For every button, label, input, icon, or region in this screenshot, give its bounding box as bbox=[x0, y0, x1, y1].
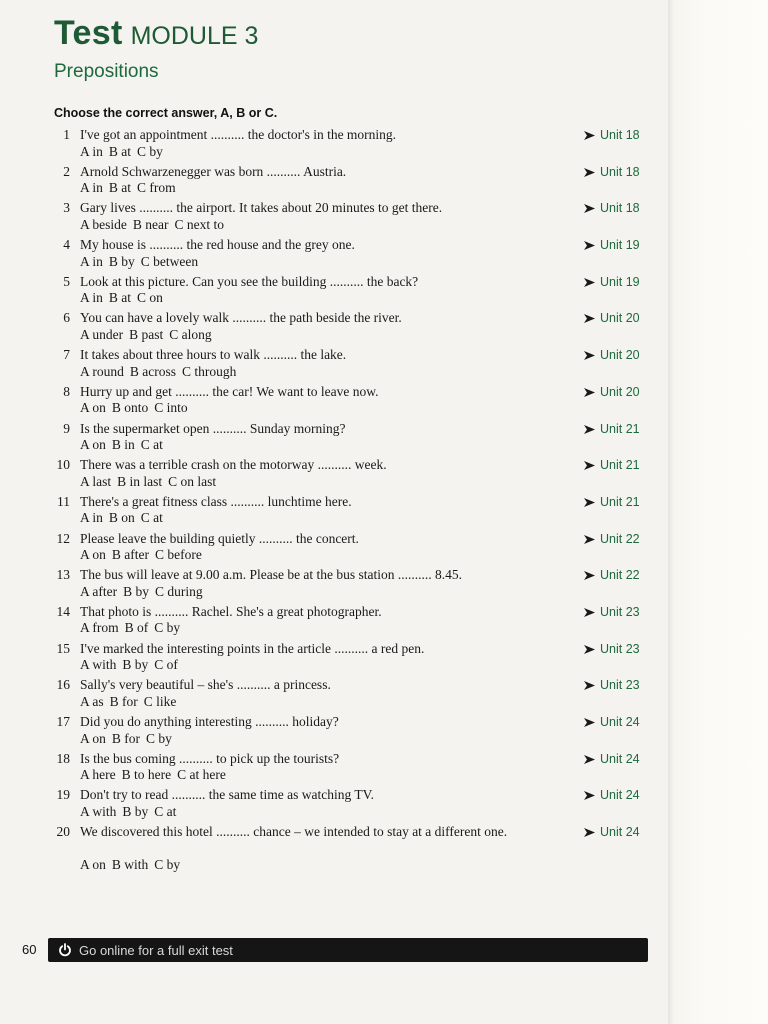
answer-option: C before bbox=[155, 547, 202, 563]
question-item bbox=[0, 200, 768, 237]
answer-option: B near bbox=[132, 216, 169, 232]
unit-label: Unit 22 bbox=[600, 531, 640, 546]
answer-option: A with bbox=[80, 803, 117, 819]
answer-option: C from bbox=[137, 180, 176, 196]
question-item bbox=[0, 641, 768, 678]
answer-option: B past bbox=[129, 326, 164, 342]
answer-option: B for bbox=[109, 693, 138, 709]
answer-options bbox=[80, 254, 204, 271]
unit-reference bbox=[584, 641, 640, 658]
question-item bbox=[0, 604, 768, 641]
arrow-right-icon bbox=[584, 535, 595, 544]
arrow-right-icon bbox=[584, 278, 595, 287]
question-item bbox=[0, 310, 768, 347]
question-text: Is the supermarket open .......... Sunday morning? bbox=[80, 420, 346, 436]
question-number: 16 bbox=[56, 677, 70, 693]
question-number: 19 bbox=[56, 787, 70, 803]
unit-reference bbox=[584, 237, 640, 254]
unit-label: Unit 23 bbox=[600, 604, 640, 619]
unit-label: Unit 21 bbox=[600, 458, 640, 473]
arrow-right-icon bbox=[584, 718, 595, 727]
answer-option: B by bbox=[122, 803, 149, 819]
answer-option: B after bbox=[111, 547, 149, 563]
question-number: 15 bbox=[56, 640, 70, 656]
answer-option: B by bbox=[123, 583, 149, 599]
question-text: It takes about three hours to walk .......... the lake. bbox=[80, 347, 347, 363]
answer-options bbox=[80, 804, 182, 821]
unit-label: Unit 18 bbox=[600, 128, 640, 142]
question-text: The bus will leave at 9.00 a.m. Please be at the bus station .......... 8.45. bbox=[80, 567, 463, 583]
question-text: Gary lives .......... the airport. It takes about 20 minutes to get there. bbox=[80, 200, 443, 216]
answer-option: C at bbox=[154, 803, 177, 819]
question-item bbox=[0, 384, 768, 421]
answer-option: B across bbox=[129, 363, 176, 379]
unit-label: Unit 20 bbox=[600, 311, 640, 326]
answer-option: A with bbox=[80, 657, 117, 673]
unit-reference bbox=[584, 457, 640, 474]
answer-option: B at bbox=[108, 143, 132, 159]
question-number: 8 bbox=[63, 383, 70, 399]
answer-option: A on bbox=[80, 730, 106, 746]
answer-options bbox=[80, 144, 169, 161]
arrow-right-icon bbox=[584, 168, 595, 177]
unit-reference bbox=[584, 127, 640, 144]
question-item bbox=[0, 824, 768, 876]
unit-reference bbox=[584, 714, 640, 731]
unit-label: Unit 24 bbox=[600, 825, 640, 840]
question-item bbox=[0, 164, 768, 201]
question-number: 4 bbox=[63, 237, 70, 253]
unit-reference bbox=[584, 274, 640, 291]
answer-options bbox=[80, 474, 222, 491]
arrow-right-icon bbox=[584, 498, 595, 507]
question-item bbox=[0, 531, 768, 568]
unit-reference bbox=[584, 384, 640, 401]
answer-option: A after bbox=[80, 583, 118, 599]
question-text: That photo is .......... Rachel. She's a great photographer. bbox=[80, 603, 382, 619]
answer-option: A in bbox=[80, 180, 103, 196]
answer-option: C along bbox=[169, 326, 212, 342]
answer-option: B with bbox=[111, 857, 149, 873]
unit-label: Unit 21 bbox=[600, 421, 640, 436]
answer-option: B by bbox=[122, 657, 149, 673]
answer-option: A in bbox=[80, 510, 103, 526]
unit-reference bbox=[584, 310, 640, 327]
answer-options bbox=[80, 327, 218, 344]
question-number: 1 bbox=[63, 127, 70, 142]
answer-options bbox=[80, 694, 182, 711]
unit-reference bbox=[584, 164, 640, 181]
question-list bbox=[0, 127, 768, 876]
page-subtitle: Prepositions bbox=[54, 61, 159, 82]
question-number: 2 bbox=[63, 163, 70, 179]
question-text: There's a great fitness class .......... lunchtime here. bbox=[80, 493, 352, 509]
question-number: 10 bbox=[56, 457, 70, 473]
answer-options bbox=[80, 620, 186, 637]
answer-option: B by bbox=[108, 253, 135, 269]
answer-option: B in bbox=[111, 437, 135, 452]
answer-option: C of bbox=[154, 657, 178, 673]
arrow-right-icon bbox=[584, 461, 595, 470]
answer-option: B of bbox=[124, 620, 149, 636]
answer-option: B to here bbox=[121, 767, 172, 783]
unit-reference bbox=[584, 604, 640, 621]
answer-option: A from bbox=[80, 620, 119, 636]
question-text: Don't try to read .......... the same time as watching TV. bbox=[80, 787, 375, 803]
title-test-label: Test bbox=[54, 14, 123, 52]
unit-label: Unit 19 bbox=[600, 274, 640, 289]
unit-reference bbox=[584, 824, 640, 841]
question-text: Hurry up and get .......... the car! We want to leave now. bbox=[80, 383, 379, 399]
online-exit-test-text: Go online for a full exit test bbox=[79, 942, 233, 958]
answer-option: C on last bbox=[168, 473, 217, 489]
arrow-right-icon bbox=[584, 608, 595, 617]
unit-label: Unit 22 bbox=[600, 568, 640, 583]
unit-reference bbox=[584, 494, 640, 511]
question-number: 11 bbox=[57, 493, 70, 509]
question-text: Sally's very beautiful – she's .......... a princess. bbox=[80, 677, 331, 693]
answer-option: C into bbox=[154, 400, 188, 416]
arrow-right-icon bbox=[584, 828, 595, 837]
answer-options bbox=[80, 731, 178, 748]
answer-option: B on bbox=[108, 510, 135, 526]
unit-label: Unit 20 bbox=[600, 384, 640, 399]
unit-label: Unit 19 bbox=[600, 238, 640, 253]
answer-option: C by bbox=[154, 620, 181, 636]
question-item bbox=[0, 494, 768, 531]
answer-options bbox=[80, 290, 169, 307]
arrow-right-icon bbox=[584, 425, 595, 434]
arrow-right-icon bbox=[584, 681, 595, 690]
unit-reference bbox=[584, 200, 640, 217]
question-number: 20 bbox=[56, 824, 70, 840]
answer-options bbox=[80, 437, 169, 454]
answer-option: A in bbox=[80, 290, 103, 306]
answer-option: C on bbox=[137, 290, 163, 306]
answer-options bbox=[80, 857, 186, 874]
question-item bbox=[0, 127, 768, 164]
question-number: 17 bbox=[56, 714, 70, 729]
question-item bbox=[0, 751, 768, 788]
page-title bbox=[54, 14, 258, 53]
question-text: Please leave the building quietly .......... the concert. bbox=[80, 530, 359, 546]
arrow-right-icon bbox=[584, 388, 595, 397]
question-number: 6 bbox=[63, 310, 70, 326]
arrow-right-icon bbox=[584, 351, 595, 360]
answer-options bbox=[80, 584, 209, 601]
question-number: 3 bbox=[63, 200, 70, 216]
unit-label: Unit 23 bbox=[600, 678, 640, 693]
answer-option: A here bbox=[80, 767, 116, 783]
arrow-right-icon bbox=[584, 314, 595, 323]
arrow-right-icon bbox=[584, 645, 595, 654]
unit-label: Unit 24 bbox=[600, 715, 640, 729]
unit-reference bbox=[584, 567, 640, 584]
unit-reference bbox=[584, 421, 640, 438]
question-text: You can have a lovely walk .......... the path beside the river. bbox=[80, 310, 402, 326]
question-number: 14 bbox=[56, 603, 70, 619]
arrow-right-icon bbox=[584, 791, 595, 800]
answer-option: C like bbox=[143, 693, 177, 709]
unit-reference bbox=[584, 677, 640, 694]
page-number: 60 bbox=[22, 942, 37, 957]
answer-option: B in last bbox=[117, 473, 163, 489]
answer-option: C at here bbox=[177, 767, 226, 783]
arrow-right-icon bbox=[584, 131, 595, 140]
answer-option: C at bbox=[140, 437, 163, 452]
answer-option: C through bbox=[182, 363, 237, 379]
unit-label: Unit 18 bbox=[600, 164, 640, 179]
question-text: We discovered this hotel .......... chance – we intended to stay at a different one. bbox=[80, 824, 508, 840]
answer-options bbox=[80, 510, 169, 527]
answer-options bbox=[80, 400, 194, 417]
answer-option: B onto bbox=[111, 400, 149, 416]
unit-label: Unit 20 bbox=[600, 348, 640, 363]
power-icon bbox=[58, 943, 72, 957]
arrow-right-icon bbox=[584, 241, 595, 250]
unit-reference bbox=[584, 751, 640, 768]
question-number: 9 bbox=[63, 420, 70, 436]
unit-reference bbox=[584, 531, 640, 548]
unit-label: Unit 18 bbox=[600, 201, 640, 216]
answer-option: B for bbox=[111, 730, 141, 746]
arrow-right-icon bbox=[584, 755, 595, 764]
answer-option: C during bbox=[155, 583, 203, 599]
answer-options bbox=[80, 547, 208, 564]
answer-option: A beside bbox=[80, 216, 127, 232]
instructions: Choose the correct answer, A, B or C. bbox=[54, 106, 278, 120]
answer-options bbox=[80, 657, 184, 674]
answer-option: A under bbox=[80, 326, 124, 342]
answer-options bbox=[80, 180, 182, 197]
question-text: I've marked the interesting points in the article .......... a red pen. bbox=[80, 640, 425, 656]
answer-option: C between bbox=[140, 253, 199, 269]
question-number: 7 bbox=[63, 347, 70, 363]
unit-label: Unit 24 bbox=[600, 751, 640, 766]
answer-option: A as bbox=[80, 693, 104, 709]
answer-option: A on bbox=[80, 547, 106, 563]
question-text: Is the bus coming .......... to pick up the tourists? bbox=[80, 750, 340, 766]
question-text: Arnold Schwarzenegger was born .......... Austria. bbox=[80, 163, 347, 179]
answer-option: A on bbox=[80, 857, 106, 873]
answer-options bbox=[80, 364, 242, 381]
answer-option: A on bbox=[80, 437, 106, 452]
answer-option: A in bbox=[80, 143, 103, 159]
unit-label: Unit 23 bbox=[600, 641, 640, 656]
online-exit-test-banner[interactable] bbox=[48, 938, 648, 962]
question-text: Look at this picture. Can you see the building .......... the back? bbox=[80, 273, 419, 289]
title-module-label: MODULE 3 bbox=[130, 22, 259, 50]
question-text: Did you do anything interesting .......... holiday? bbox=[80, 714, 339, 729]
answer-option: A on bbox=[80, 400, 106, 416]
question-item bbox=[0, 347, 768, 384]
question-number: 12 bbox=[56, 530, 70, 546]
answer-options bbox=[80, 767, 232, 784]
question-item bbox=[0, 457, 768, 494]
answer-option: C by bbox=[146, 730, 172, 746]
answer-option: C at bbox=[140, 510, 163, 526]
question-item bbox=[0, 677, 768, 714]
answer-option: A round bbox=[80, 363, 124, 379]
question-number: 5 bbox=[63, 273, 70, 289]
question-item bbox=[0, 787, 768, 824]
unit-reference bbox=[584, 347, 640, 364]
answer-options bbox=[80, 217, 230, 234]
answer-option: C by bbox=[154, 857, 181, 873]
question-item bbox=[0, 421, 768, 458]
arrow-right-icon bbox=[584, 571, 595, 580]
answer-option: B at bbox=[108, 180, 132, 196]
question-text: I've got an appointment .......... the doctor's in the morning. bbox=[80, 127, 397, 142]
question-number: 13 bbox=[56, 567, 70, 583]
answer-option: C by bbox=[137, 143, 163, 159]
question-text: There was a terrible crash on the motorway .......... week. bbox=[80, 457, 387, 473]
answer-option: C next to bbox=[174, 216, 224, 232]
question-item bbox=[0, 714, 768, 751]
unit-label: Unit 24 bbox=[600, 788, 640, 803]
unit-reference bbox=[584, 787, 640, 804]
arrow-right-icon bbox=[584, 204, 595, 213]
question-text: My house is .......... the red house and the grey one. bbox=[80, 237, 355, 253]
question-item bbox=[0, 567, 768, 604]
answer-option: A last bbox=[80, 473, 112, 489]
question-number: 18 bbox=[56, 750, 70, 766]
question-item bbox=[0, 274, 768, 311]
question-item bbox=[0, 237, 768, 274]
unit-label: Unit 21 bbox=[600, 494, 640, 509]
answer-option: B at bbox=[108, 290, 132, 306]
answer-option: A in bbox=[80, 253, 103, 269]
